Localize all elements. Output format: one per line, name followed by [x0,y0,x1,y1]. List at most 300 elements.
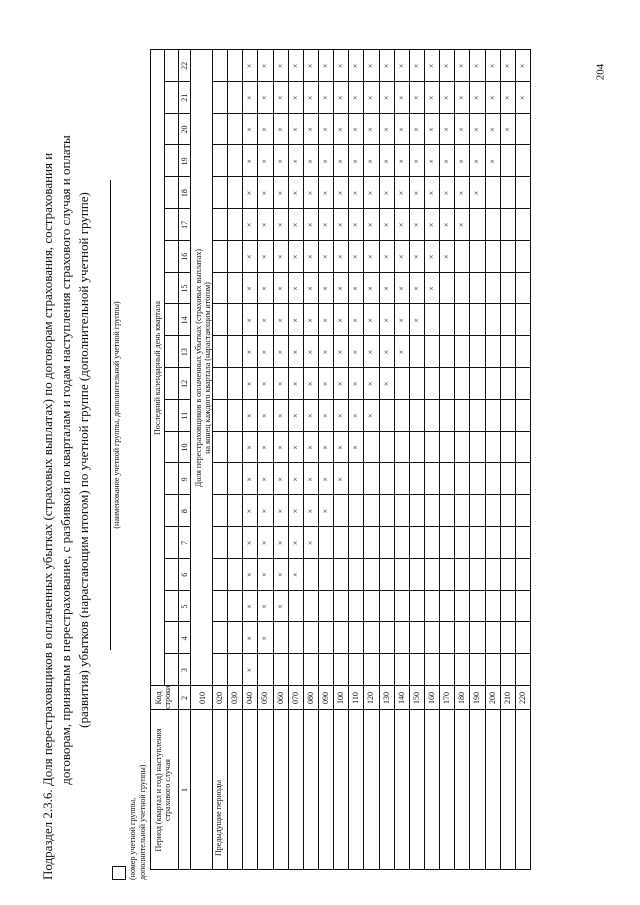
row-divider [515,50,516,870]
cross-mark: × [487,63,497,69]
cross-mark: × [411,222,421,228]
share-header-line-1: Доля перестраховщиков в оплаченных убытках (страховых выплатах) [194,248,203,488]
period-divider [212,558,530,559]
cross-mark: × [275,159,285,164]
column-number: 2 [180,696,189,700]
row-divider [227,50,228,870]
cross-mark: × [290,508,300,514]
cross-mark: × [381,63,391,69]
cross-mark: × [321,95,330,100]
cross-mark: × [290,445,300,450]
subsection-title-line-2: договорам, принятым в перестрахование, с разбивкой по кварталам и годам наступления страхового случая и оплаты [58,135,73,785]
cross-mark: × [442,63,452,69]
cross-mark: × [260,477,270,482]
cross-mark: × [502,63,512,69]
column-number: 16 [180,252,189,261]
row-divider [333,50,334,870]
period-divider [212,240,530,241]
table-border-left [150,869,530,870]
row-divider [318,50,319,870]
cross-mark: × [260,286,270,291]
period-divider [212,526,530,527]
cross-mark: × [457,159,467,164]
cross-mark: × [411,190,421,196]
column-number: 19 [180,157,189,166]
cross-mark: × [336,159,346,164]
column-number: 18 [180,189,189,198]
cross-mark: × [366,286,376,291]
cross-mark: × [245,286,255,291]
cross-mark: × [275,413,285,418]
cross-mark: × [336,477,346,482]
cross-mark: × [260,63,270,69]
row-divider [394,50,395,870]
cross-mark: × [260,318,270,323]
cross-mark: × [290,318,300,323]
row-code: 220 [517,692,527,704]
cross-mark: × [275,445,285,450]
cross-mark: × [336,413,346,418]
row-code: 190 [472,692,482,704]
cross-mark: × [411,159,421,164]
cross-mark: × [351,190,361,196]
cross-mark: × [336,286,346,291]
cross-mark: × [411,63,421,69]
cross-mark: × [290,413,300,418]
period-divider [212,144,530,145]
cross-mark: × [381,349,391,355]
cross-mark: × [487,127,497,132]
cross-mark: × [245,159,255,164]
cross-mark: × [366,349,376,355]
cross-mark: × [260,572,270,577]
row-divider [424,50,425,870]
cross-mark: × [321,349,330,355]
cross-mark: × [487,159,497,164]
cross-mark: × [321,63,330,69]
cross-mark: × [336,190,346,196]
cross-mark: × [381,381,391,387]
cross-mark: × [396,63,406,69]
cross-mark: × [305,413,315,418]
row-code: 120 [366,692,376,704]
column-number-bottom [190,50,191,870]
column-number: 20 [180,125,189,134]
row-divider [303,50,304,870]
cross-mark: × [396,349,406,355]
cross-mark: × [442,127,452,132]
cross-mark: × [517,63,527,69]
cross-mark: × [290,95,300,100]
row-divider [363,50,364,870]
cross-mark: × [245,477,255,482]
cross-mark: × [321,254,330,259]
cross-mark: × [321,127,330,132]
cross-mark: × [366,63,376,69]
row-010-bottom [212,686,213,870]
cross-mark: × [381,318,391,323]
cross-mark: × [396,222,406,228]
cross-mark: × [411,318,421,323]
period-divider [212,335,530,336]
row-code: 020 [215,692,224,704]
row-divider [288,50,289,870]
cross-mark: × [290,381,300,387]
cross-mark: × [275,95,285,100]
cross-mark: × [472,63,482,69]
cross-mark: × [381,159,391,164]
group-code-caption-2: дополнительной учетной группы) [138,764,147,880]
cross-mark: × [290,572,300,577]
cross-mark: × [245,572,255,577]
cross-mark: × [411,95,421,100]
cross-mark: × [472,95,482,100]
cross-mark: × [351,63,361,69]
cross-mark: × [260,413,270,418]
column-number: 9 [180,477,189,482]
cross-mark: × [305,540,315,546]
cross-mark: × [290,63,300,69]
cross-mark: × [411,286,421,291]
cross-mark: × [245,254,255,259]
period-divider [212,590,530,591]
row-divider [379,50,380,870]
row-code: 040 [245,692,255,704]
cross-mark: × [502,95,512,100]
rotated-form [40,40,540,880]
subsection-title-line-1: Подраздел 2.3.6. Доля перестраховщиков в оплаченных убытках (страховых выплатах) по договорам страхования, сострахования и [40,152,55,880]
cross-mark: × [275,508,285,514]
cross-mark: × [351,222,361,228]
loss-share-table [150,50,530,870]
cross-mark: × [336,254,346,259]
cross-mark: × [260,127,270,132]
cross-mark: × [305,95,315,100]
cross-mark: × [381,222,391,228]
cross-mark: × [275,540,285,546]
cross-mark: × [305,159,315,164]
cross-mark: × [275,127,285,132]
row-code: 050 [260,692,270,704]
cross-mark: × [351,318,361,323]
cross-mark: × [427,286,436,291]
period-divider [212,81,530,82]
row-code: 090 [321,692,330,704]
cross-mark: × [275,254,285,259]
cross-mark: × [351,95,361,100]
first-row-label: Предыдущие периоды [214,779,223,857]
column-number: 22 [180,61,189,70]
cross-mark: × [351,349,361,355]
cross-mark: × [305,254,315,259]
cross-mark: × [245,190,255,196]
cross-mark: × [427,190,436,196]
cross-mark: × [351,413,361,418]
column-number: 10 [180,443,189,452]
cross-mark: × [260,381,270,387]
cross-mark: × [442,95,452,100]
cross-mark: × [396,254,406,259]
cross-mark: × [305,63,315,69]
cross-mark: × [321,413,330,418]
table-border-top [150,50,151,870]
cross-mark: × [411,127,421,132]
cross-mark: × [305,318,315,323]
column-number-top [178,50,179,870]
cross-mark: × [245,540,255,546]
period-divider [212,653,530,654]
cross-mark: × [366,254,376,259]
cross-mark: × [366,222,376,228]
cross-mark: × [427,254,436,259]
cross-mark: × [427,95,436,100]
row-divider [348,50,349,870]
cross-mark: × [336,222,346,228]
column-number: 6 [180,572,189,577]
cross-mark: × [260,95,270,100]
cross-mark: × [290,254,300,259]
period-divider [212,462,530,463]
cross-mark: × [260,349,270,355]
cross-mark: × [381,254,391,259]
cross-mark: × [245,667,255,673]
column-number: 13 [180,348,189,357]
period-divider [212,367,530,368]
row-divider [439,50,440,870]
cross-mark: × [396,95,406,100]
cross-mark: × [442,254,452,259]
cross-mark: × [290,222,300,228]
row-code: 160 [427,692,436,704]
cross-mark: × [381,95,391,100]
cross-mark: × [305,445,315,450]
cross-mark: × [290,349,300,355]
cross-mark: × [321,477,330,482]
period-divider [212,208,530,209]
cross-mark: × [260,604,270,609]
period-divider [212,621,530,622]
cross-mark: × [472,159,482,164]
cross-mark: × [396,286,406,291]
cross-mark: × [411,254,421,259]
cross-mark: × [245,445,255,450]
cross-mark: × [275,572,285,577]
row-divider [409,50,410,870]
column-number: 8 [180,509,189,514]
cross-mark: × [321,318,330,323]
cross-mark: × [275,190,285,196]
cross-mark: × [260,190,270,196]
cross-mark: × [472,190,482,196]
row-code: 130 [381,692,391,704]
cross-mark: × [305,127,315,132]
cross-mark: × [275,381,285,387]
column-number: 4 [180,636,189,641]
last-day-header: Последний календарный день квартала [153,301,162,435]
cross-mark: × [245,508,255,514]
period-divider [212,113,530,114]
cross-mark: × [366,95,376,100]
group-code-box[interactable] [112,866,126,880]
cross-mark: × [396,318,406,323]
period-divider [212,431,530,432]
cross-mark: × [457,127,467,132]
cross-mark: × [245,604,255,609]
cross-mark: × [351,286,361,291]
cross-mark: × [427,222,436,228]
row-code: 110 [351,692,361,704]
cross-mark: × [275,318,285,323]
cross-mark: × [305,477,315,482]
cross-mark: × [275,63,285,69]
row-divider [273,50,274,870]
column-number: 17 [180,220,189,229]
column-number: 14 [180,316,189,325]
cross-mark: × [245,222,255,228]
cross-mark: × [245,63,255,69]
cross-mark: × [336,445,346,450]
cross-mark: × [245,127,255,132]
page-number: 204 [594,63,607,81]
cross-mark: × [442,190,452,196]
row-code: 170 [442,692,452,704]
cross-mark: × [381,190,391,196]
cross-mark: × [260,445,270,450]
cross-mark: × [260,508,270,514]
cross-mark: × [305,286,315,291]
cross-mark: × [427,63,436,69]
cross-mark: × [290,477,300,482]
cross-mark: × [321,445,330,450]
cross-mark: × [336,127,346,132]
row-code: 150 [411,692,421,704]
cross-mark: × [351,127,361,132]
column-number: 11 [180,411,189,420]
cross-mark: × [275,222,285,228]
column-number: 5 [180,604,189,609]
cross-mark: × [366,318,376,323]
cross-mark: × [275,477,285,482]
period-divider [212,272,530,273]
cross-mark: × [396,159,406,164]
cross-mark: × [305,349,315,355]
column-number: 1 [180,788,189,792]
row-code: 030 [230,692,240,704]
cross-mark: × [305,508,315,514]
row-divider [257,50,258,870]
cross-mark: × [366,381,376,387]
cross-mark: × [336,95,346,100]
cross-mark: × [351,159,361,164]
cross-mark: × [245,349,255,355]
cross-mark: × [305,381,315,387]
cross-mark: × [366,190,376,196]
row-code: 010 [198,692,207,704]
cross-mark: × [321,508,330,514]
cross-mark: × [321,286,330,291]
cross-mark: × [245,95,255,100]
period-divider [212,303,530,304]
cross-mark: × [442,222,452,228]
cross-mark: × [457,222,467,228]
column-number: 15 [180,284,189,293]
row-divider [242,50,243,870]
cross-mark: × [290,286,300,291]
cross-mark: × [457,95,467,100]
row-code: 210 [502,692,512,704]
cross-mark: × [305,190,315,196]
cross-mark: × [351,381,361,387]
cross-mark: × [260,222,270,228]
cross-mark: × [260,159,270,164]
row-code: 180 [457,692,467,704]
cross-mark: × [366,127,376,132]
period-column-header: Период (квартал и год) наступления страхового случая [154,728,172,852]
table-border-bottom [530,49,531,870]
cross-mark: × [381,286,391,291]
cross-mark: × [366,413,376,418]
cross-mark: × [245,413,255,418]
cross-mark: × [321,159,330,164]
cross-mark: × [336,381,346,387]
cross-mark: × [275,349,285,355]
cross-mark: × [351,254,361,259]
cross-mark: × [290,127,300,132]
row-divider [500,50,501,870]
cross-mark: × [290,190,300,196]
column-number: 21 [180,93,189,102]
cross-mark: × [260,540,270,546]
cross-mark: × [275,286,285,291]
column-number: 3 [180,668,189,673]
row-code: 140 [396,692,406,704]
cross-mark: × [336,349,346,355]
cross-mark: × [275,604,285,609]
cross-mark: × [396,127,406,132]
cross-mark: × [290,540,300,546]
subsection-title-line-3: (развития) убытков (нарастающим итогом) по учетной группе (дополнительной учетной группе) [76,192,91,728]
cross-mark: × [502,127,512,132]
group-name-caption: (наименование учетной группы, дополнительной учетной группы) [112,301,121,529]
column-number: 12 [180,379,189,388]
group-name-line [110,180,111,650]
period-divider [212,494,530,495]
cross-mark: × [427,127,436,132]
cross-mark: × [487,95,497,100]
cross-mark: × [321,190,330,196]
column-number: 7 [180,540,189,545]
group-code-caption-1: (номер учетной группы, [128,797,137,880]
cross-mark: × [305,222,315,228]
cross-mark: × [336,318,346,323]
row-code: 060 [275,692,285,704]
row-code: 200 [487,692,497,704]
cross-mark: × [321,222,330,228]
cross-mark: × [472,127,482,132]
cross-mark: × [260,254,270,259]
cross-mark: × [321,381,330,387]
cross-mark: × [245,381,255,387]
cross-mark: × [427,159,436,164]
cross-mark: × [366,159,376,164]
cross-mark: × [457,63,467,69]
row-divider [469,50,470,870]
cross-mark: × [517,95,527,100]
period-divider [212,176,530,177]
cross-mark: × [260,636,270,641]
cross-mark: × [245,318,255,323]
cross-mark: × [351,445,361,450]
